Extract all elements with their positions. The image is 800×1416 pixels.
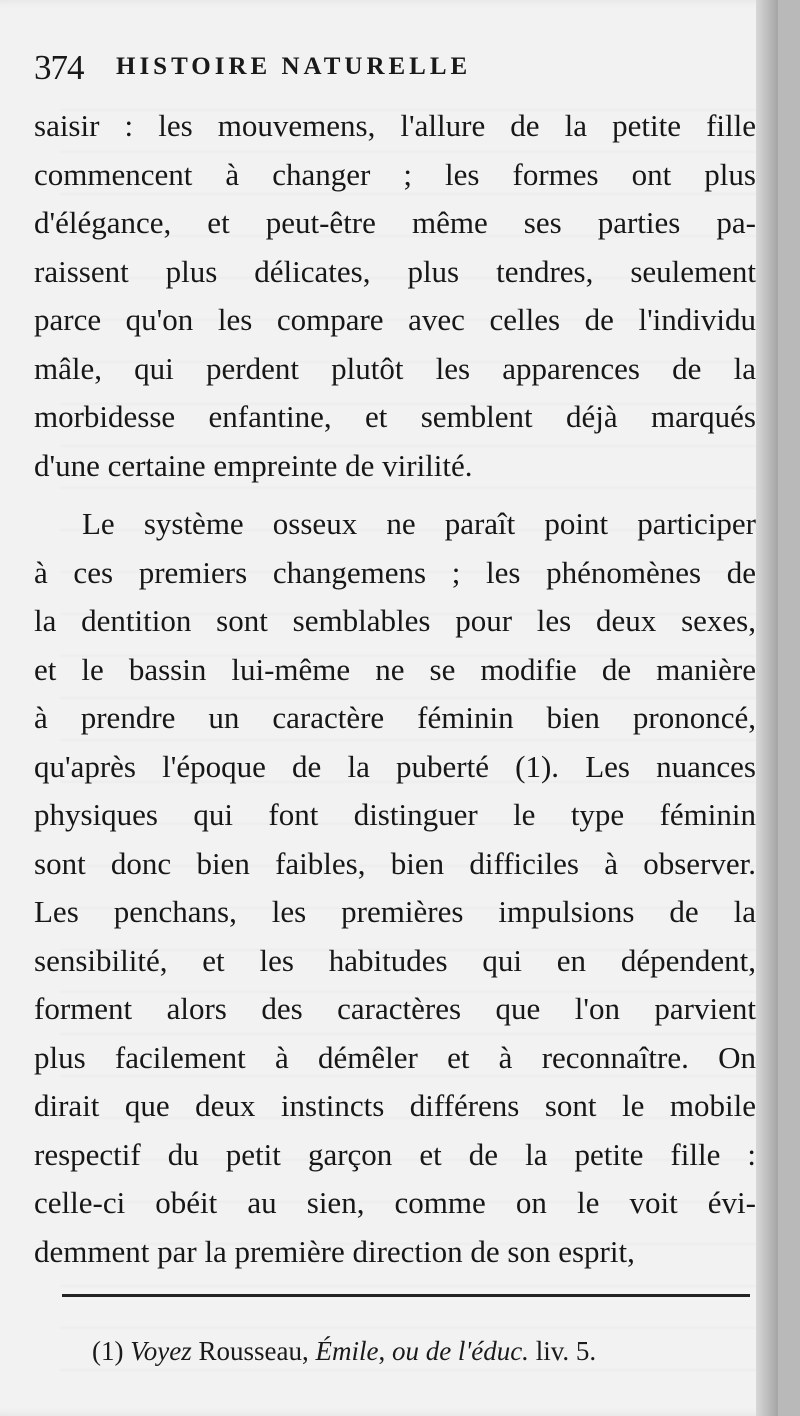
footnote-reference: ou de l'éduc. [391, 1336, 529, 1366]
footnote-book: liv. 5. [535, 1336, 597, 1366]
text-line: morbidesse enfantine, et semblent déjà marqués [34, 399, 756, 434]
footnote-voyez: Voyez [130, 1336, 192, 1366]
main-text [34, 102, 756, 1276]
page-edge-shadow [756, 0, 778, 1416]
footnote-divider [62, 1294, 750, 1297]
text-line: d'élégance, et peut-être même ses parties pa- [34, 205, 756, 240]
footnote-separator: , [378, 1336, 386, 1366]
text-line: forment alors des caractères que l'on parvient [34, 991, 756, 1026]
paragraph-gap [34, 490, 756, 500]
footnote [92, 1336, 742, 1367]
text-line: saisir : les mouvemens, l'allure de la petite fille [34, 108, 756, 143]
text-line: commencent à changer ; les formes ont plus [34, 156, 756, 192]
footnote-marker: (1) [92, 1336, 124, 1366]
page-header [34, 48, 756, 90]
text-line: la dentition sont semblables pour les deux sexes, [34, 603, 756, 638]
text-line: parce qu'on les compare avec celles de l'individu [34, 302, 756, 337]
text-line: à ces premiers changemens ; les phénomènes de [34, 554, 756, 590]
text-line: d'une certaine empreinte de virilité. [34, 447, 473, 483]
text-line: Les penchans, les premières impulsions de la [34, 894, 756, 929]
text-line: physiques qui font distinguer le type féminin [34, 797, 756, 832]
text-line: sont donc bien faibles, bien difficiles à observer. [34, 845, 756, 881]
text-line: sensibilité, et les habitudes qui en dépendent, [34, 942, 756, 978]
footnote-author: Rousseau, [198, 1336, 309, 1366]
text-line: plus facilement à démêler et à reconnaître. On [34, 1039, 756, 1075]
text-line: respectif du petit garçon et de la petite fille : [34, 1136, 756, 1172]
running-head: HISTOIRE NATURELLE [116, 53, 472, 80]
page-number: 374 [34, 48, 84, 87]
footnote-title: Émile [315, 1336, 379, 1366]
text-line: et le bassin lui-même ne se modifie de manière [34, 651, 756, 687]
text-line: dirait que deux instincts différens sont le mobile [34, 1088, 756, 1123]
text-line: qu'après l'époque de la puberté (1). Les nuances [34, 748, 756, 784]
text-line: demment par la première direction de son esprit, [34, 1233, 635, 1269]
text-line: à prendre un caractère féminin bien prononcé, [34, 700, 756, 735]
text-line: raissent plus délicates, plus tendres, seulement [34, 253, 756, 289]
text-line: Le système osseux ne paraît point participer [82, 506, 756, 541]
text-line: celle-ci obéit au sien, comme on le voit évi- [34, 1185, 756, 1220]
text-line: mâle, qui perdent plutôt les apparences de la [34, 350, 756, 386]
